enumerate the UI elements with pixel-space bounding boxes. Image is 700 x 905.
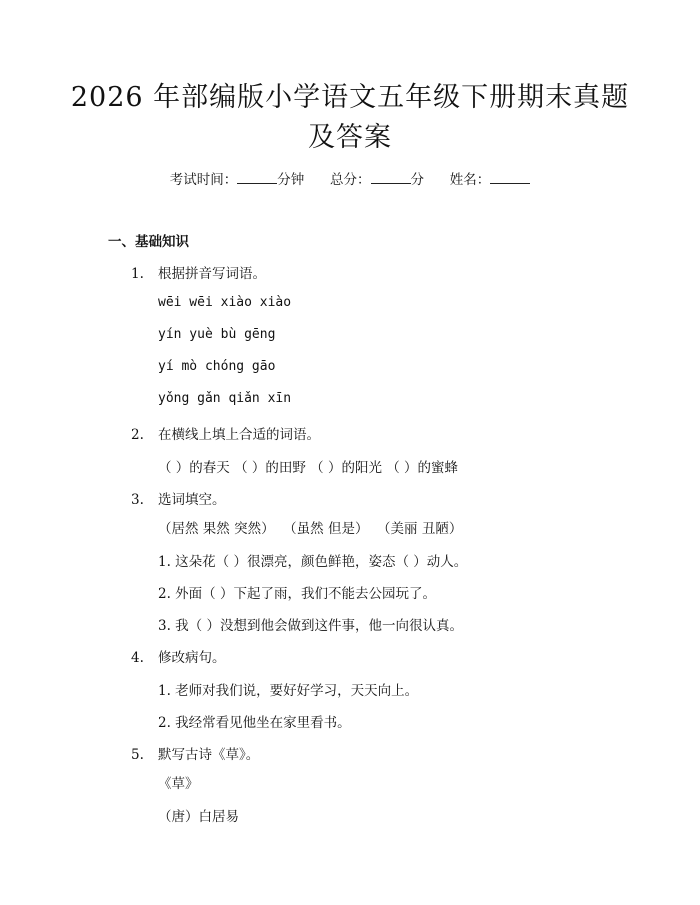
poem-author: （唐）白居易 [158,809,239,825]
question-4-item-1: 1. 老师对我们说，要好好学习，天天向上。 [158,683,419,699]
name-blank[interactable] [490,171,530,184]
question-2 [131,423,320,443]
question-1 [131,262,266,282]
time-label: 考试时间： [169,172,238,188]
time-blank[interactable] [237,171,277,184]
question-4-text: 修改病句。 [158,650,226,666]
question-3-item-2: 2. 外面（ ）下起了雨，我们不能去公园玩了。 [158,586,436,602]
question-4-item-2: 2. 我经常看见他坐在家里看书。 [158,715,351,731]
question-3-number: 3. [131,492,144,508]
question-5-number: 5. [131,747,144,763]
question-4 [131,646,226,666]
question-3-item-3: 3. 我（ ）没想到他会做到这件事，他一向很认真。 [158,618,463,634]
question-2-text: 在横线上填上合适的词语。 [158,427,320,443]
question-3 [131,488,226,508]
pinyin-line-3: yí mò chóng gāo [158,359,276,374]
question-4-number: 4. [131,650,144,666]
time-unit: 分钟 [277,172,305,188]
document-title [0,78,700,158]
score-blank[interactable] [371,171,411,184]
question-5-text: 默写古诗《草》。 [158,747,260,763]
question-1-number: 1. [131,266,144,282]
title-line-2: 及答案 [308,122,392,153]
poem-title: 《草》 [158,776,199,792]
section-1-title: 一、基础知识 [108,234,189,250]
question-2-number: 2. [131,427,144,443]
question-3-options: （居然 果然 突然） （虽然 但是） （美丽 丑陋） [158,521,463,537]
score-label: 总分： [330,172,371,188]
exam-meta [0,168,700,188]
question-3-item-1: 1. 这朵花（ ）很漂亮，颜色鲜艳，姿态（ ）动人。 [158,554,468,570]
question-3-text: 选词填空。 [158,492,226,508]
score-unit: 分 [410,172,424,188]
title-line-1: 2026 年部编版小学语文五年级下册期末真题 [70,82,630,113]
pinyin-line-2: yín yuè bù gēng [158,327,276,342]
question-1-text: 根据拼音写词语。 [158,266,266,282]
name-label: 姓名： [449,172,491,188]
question-2-fill-line: （ ）的春天 （ ）的田野 （ ）的阳光 （ ）的蜜蜂 [158,460,459,476]
question-5 [131,743,259,763]
pinyin-line-4: yǒng gǎn qiǎn xīn [158,391,292,406]
pinyin-line-1: wēi wēi xiào xiào [158,295,292,310]
